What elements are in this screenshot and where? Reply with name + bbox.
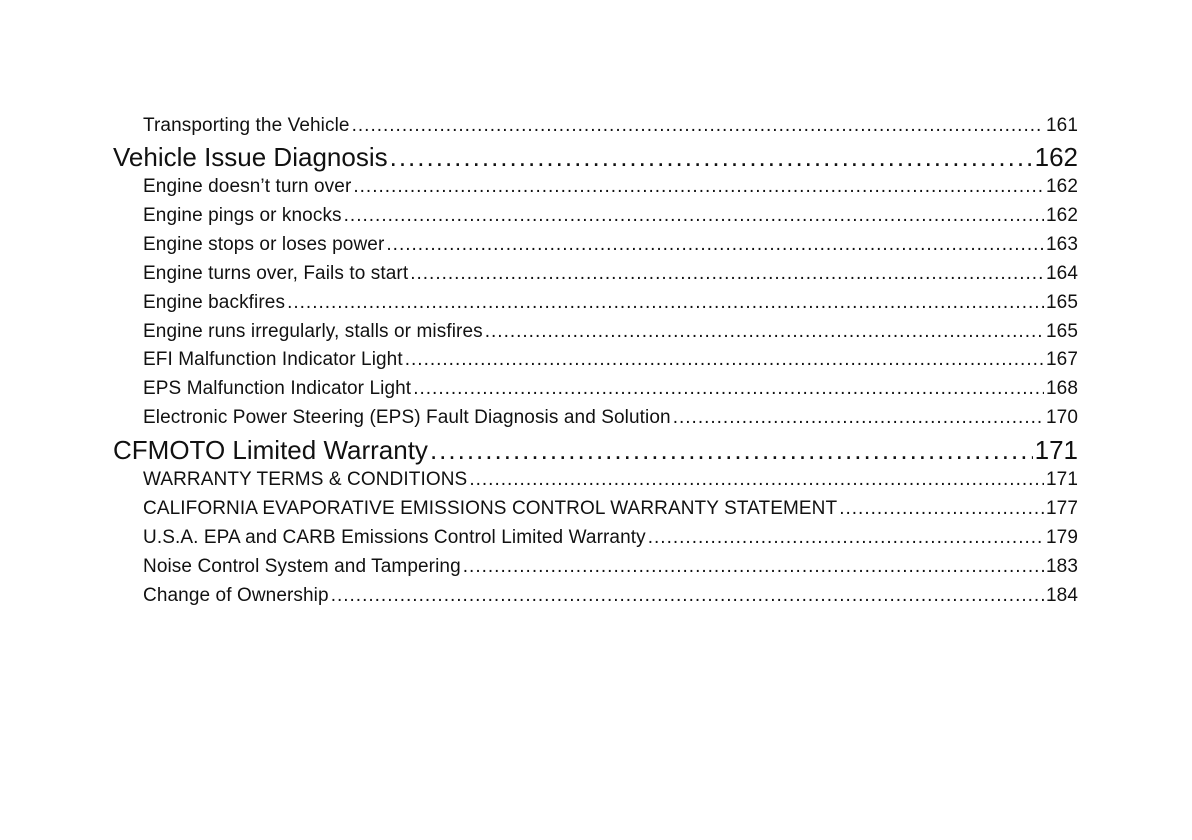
toc-entry-transporting-the-vehicle[interactable]: [143, 113, 1078, 139]
toc-dot-leader: [839, 496, 1044, 522]
toc-section-title: Vehicle Issue Diagnosis: [113, 142, 388, 172]
toc-entry-title: Engine turns over, Fails to start: [143, 263, 409, 284]
toc-entry-page: 184: [1045, 585, 1078, 606]
toc-entry-page: 177: [1045, 498, 1078, 519]
toc-entry-page: 168: [1045, 378, 1078, 399]
toc-entry-engine-doesnt-turn-over[interactable]: [143, 174, 1078, 200]
toc-dot-leader: [287, 290, 1044, 316]
toc-entry-efi-malfunction-indicator-light[interactable]: [143, 347, 1078, 373]
toc-entry-page: 164: [1045, 263, 1078, 284]
toc-section-cfmoto-limited-warranty[interactable]: [113, 433, 1078, 467]
toc-entry-eps-malfunction-indicator-light[interactable]: [143, 376, 1078, 402]
toc-dot-leader: [485, 319, 1044, 345]
toc-entry-engine-backfires[interactable]: [143, 290, 1078, 316]
toc-dot-leader: [344, 203, 1044, 229]
toc-entry-title: Noise Control System and Tampering: [143, 556, 461, 577]
toc-entry-title: EFI Malfunction Indicator Light: [143, 349, 403, 370]
toc-entry-title: Change of Ownership: [143, 585, 329, 606]
toc-entry-title: Electronic Power Steering (EPS) Fault Diagnosis and Solution: [143, 407, 671, 428]
toc-entry-title: WARRANTY TERMS & CONDITIONS: [143, 469, 468, 490]
toc-entry-title: EPS Malfunction Indicator Light: [143, 378, 412, 399]
toc-dot-leader: [463, 554, 1044, 580]
toc-dot-leader: [390, 140, 1033, 174]
toc-entry-page: 165: [1045, 321, 1078, 342]
toc-entry-title: Engine runs irregularly, stalls or misfires: [143, 321, 483, 342]
toc-entry-title: Transporting the Vehicle: [143, 115, 350, 136]
toc-dot-leader: [648, 525, 1044, 551]
toc-dot-leader: [353, 174, 1044, 200]
toc-entry-title: Engine pings or knocks: [143, 205, 342, 226]
toc-section-vehicle-issue-diagnosis[interactable]: [113, 140, 1078, 174]
toc-entry-engine-turns-over-fails-to-start[interactable]: [143, 261, 1078, 287]
toc-dot-leader: [386, 232, 1044, 258]
toc-entry-page: 165: [1045, 292, 1078, 313]
toc-section-page: 162: [1034, 142, 1078, 172]
toc-dot-leader: [469, 467, 1044, 493]
toc-entry-page: 162: [1045, 176, 1078, 197]
toc-entry-page: 171: [1045, 469, 1078, 490]
toc-entry-engine-stops-or-loses-power[interactable]: [143, 232, 1078, 258]
toc-entry-page: 162: [1045, 205, 1078, 226]
toc-entry-page: 170: [1045, 407, 1078, 428]
toc-entry-epa-carb-warranty[interactable]: [143, 525, 1078, 551]
toc-entry-page: 179: [1045, 527, 1078, 548]
toc-entry-page: 167: [1045, 349, 1078, 370]
toc-entry-eps-fault-diagnosis[interactable]: [143, 405, 1078, 431]
toc-entry-noise-control-system[interactable]: [143, 554, 1078, 580]
toc-dot-leader: [673, 405, 1044, 431]
toc-dot-leader: [352, 113, 1044, 139]
toc-entry-california-evap-warranty[interactable]: [143, 496, 1078, 522]
toc-entry-title: Engine backfires: [143, 292, 286, 313]
toc-entry-page: 163: [1045, 234, 1078, 255]
toc-entry-engine-runs-irregularly[interactable]: [143, 319, 1078, 345]
toc-entry-page: 161: [1045, 115, 1078, 136]
toc-entry-title: Engine stops or loses power: [143, 234, 385, 255]
toc-entry-warranty-terms-conditions[interactable]: [143, 467, 1078, 493]
toc-dot-leader: [413, 376, 1044, 402]
toc-entry-title: U.S.A. EPA and CARB Emissions Control Limited Warranty: [143, 527, 646, 548]
toc-entry-page: 183: [1045, 556, 1078, 577]
toc-entry-title: Engine doesn’t turn over: [143, 176, 352, 197]
toc-dot-leader: [331, 583, 1044, 609]
toc-entry-change-of-ownership[interactable]: [143, 583, 1078, 609]
toc-dot-leader: [405, 347, 1044, 373]
toc-section-page: 171: [1034, 435, 1078, 465]
toc-section-title: CFMOTO Limited Warranty: [113, 435, 428, 465]
toc-entry-title: CALIFORNIA EVAPORATIVE EMISSIONS CONTROL WARRANTY STATEMENT: [143, 498, 838, 519]
toc-dot-leader: [430, 433, 1033, 467]
toc-dot-leader: [410, 261, 1044, 287]
toc-entry-engine-pings-or-knocks[interactable]: [143, 203, 1078, 229]
